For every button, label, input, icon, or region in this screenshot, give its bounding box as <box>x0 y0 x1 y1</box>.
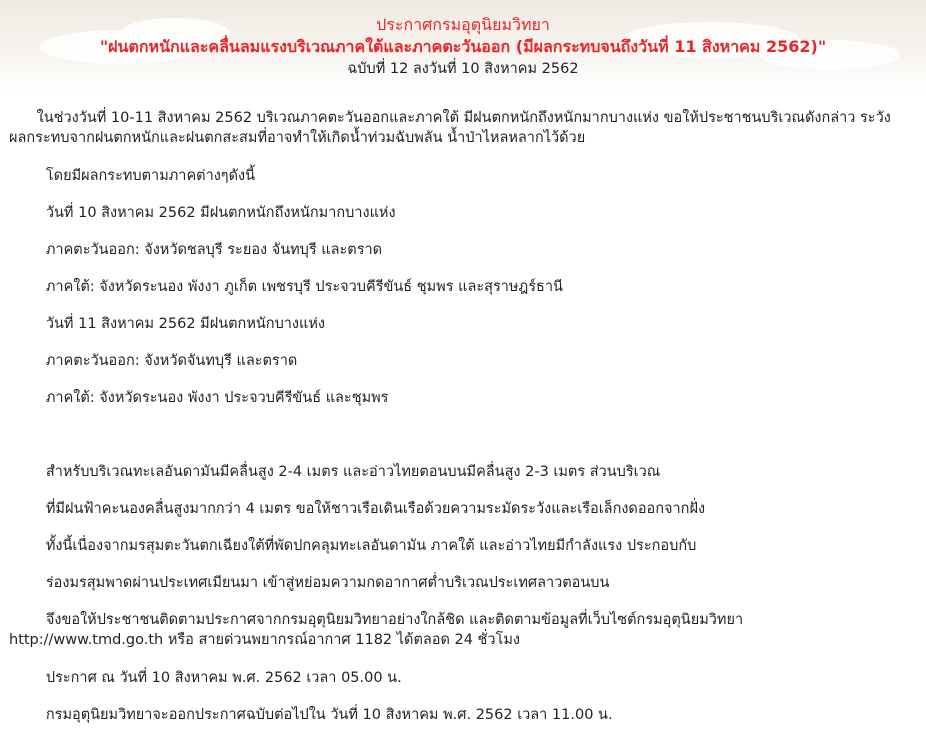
follow-up-line-2: http://www.tmd.go.th หรือ สายด่วนพยากรณ์อากาศ 1182 ได้ตลอด 24 ชั่วโมง <box>9 632 520 648</box>
day1-heading: วันที่ 10 สิงหาคม 2562 มีฝนตกหนักถึงหนักมากบางแห่ง <box>9 205 396 221</box>
issue-info: ฉบับที่ 12 ลงวันที่ 10 สิงหาคม 2562 <box>347 61 579 77</box>
cause-line-2: ร่องมรสุมพาดผ่านประเทศเมียนมา เข้าสู่หย่อมความกดอากาศต่ำบริเวณประเทศลาวตอนบน <box>9 575 610 591</box>
announcement-header <box>0 14 926 80</box>
day2-south-region: ภาคใต้: จังหวัดระนอง พังงา ประจวบคีรีขันธ์ และชุมพร <box>9 390 389 406</box>
follow-up-line-1: จึงขอให้ประชาชนติดตามประกาศจากกรมอุตุนิยมวิทยาอย่างใกล้ชิด และติดตามข้อมูลที่เว็บไซต์กรมอุตุนิยมวิทยา <box>9 612 744 628</box>
agency-title: ประกาศกรมอุตุนิยมวิทยา <box>376 15 550 34</box>
day1-south-region: ภาคใต้: จังหวัดระนอง พังงา ภูเก็ต เพชรบุรี ประจวบคีรีขันธ์ ชุมพร และสุราษฎร์ธานี <box>9 279 563 295</box>
cause-line-1: ทั้งนี้เนื่องจากมรสุมตะวันตกเฉียงใต้ที่พัดปกคลุมทะเลอันดามัน ภาคใต้ และอ่าวไทยมีกำลังแรง ประกอบกับ <box>9 538 697 554</box>
intro-paragraph-line-2: ผลกระทบจากฝนตกหนักและฝนตกสะสมที่อาจทำให้เกิดน้ำท่วมฉับพลัน น้ำป่าไหลหลากไว้ด้วย <box>9 130 586 146</box>
next-issue-notice: กรมอุตุนิยมวิทยาจะออกประกาศฉบับต่อไปใน วันที่ 10 สิงหาคม พ.ศ. 2562 เวลา 11.00 น. <box>9 707 613 723</box>
day1-east-region: ภาคตะวันออก: จังหวัดชลบุรี ระยอง จันทบุรี และตราด <box>9 242 383 258</box>
announcement-headline: "ฝนตกหนักและคลื่นลมแรงบริเวณภาคใต้และภาคตะวันออก (มีผลกระทบจนถึงวันที่ 11 สิงหาคม 2562)" <box>99 37 827 56</box>
day2-heading: วันที่ 11 สิงหาคม 2562 มีฝนตกหนักบางแห่ง <box>9 316 325 332</box>
announcement-time: ประกาศ ณ วันที่ 10 สิงหาคม พ.ศ. 2562 เวลา 05.00 น. <box>9 670 402 686</box>
day2-east-region: ภาคตะวันออก: จังหวัดจันทบุรี และตราด <box>9 353 298 369</box>
sea-conditions-line-2: ที่มีฝนฟ้าคะนองคลื่นสูงมากกว่า 4 เมตร ขอให้ชาวเรือเดินเรือด้วยความระมัดระวังและเรือเล็กงดออกจากฝั่ง <box>9 501 706 517</box>
intro-paragraph-line-1: ในช่วงวันที่ 10-11 สิงหาคม 2562 บริเวณภาคตะวันออกและภาคใต้ มีฝนตกหนักถึงหนักมากบางแห่ง ขอให้ประชาชนบริเวณดังกล่าว ระวัง <box>9 110 891 126</box>
impact-intro: โดยมีผลกระทบตามภาคต่างๆดังนี้ <box>9 168 255 184</box>
sea-conditions-line-1: สำหรับบริเวณทะเลอันดามันมีคลื่นสูง 2-4 เมตร และอ่าวไทยตอนบนมีคลื่นสูง 2-3 เมตร ส่วนบริเวณ <box>9 464 661 480</box>
